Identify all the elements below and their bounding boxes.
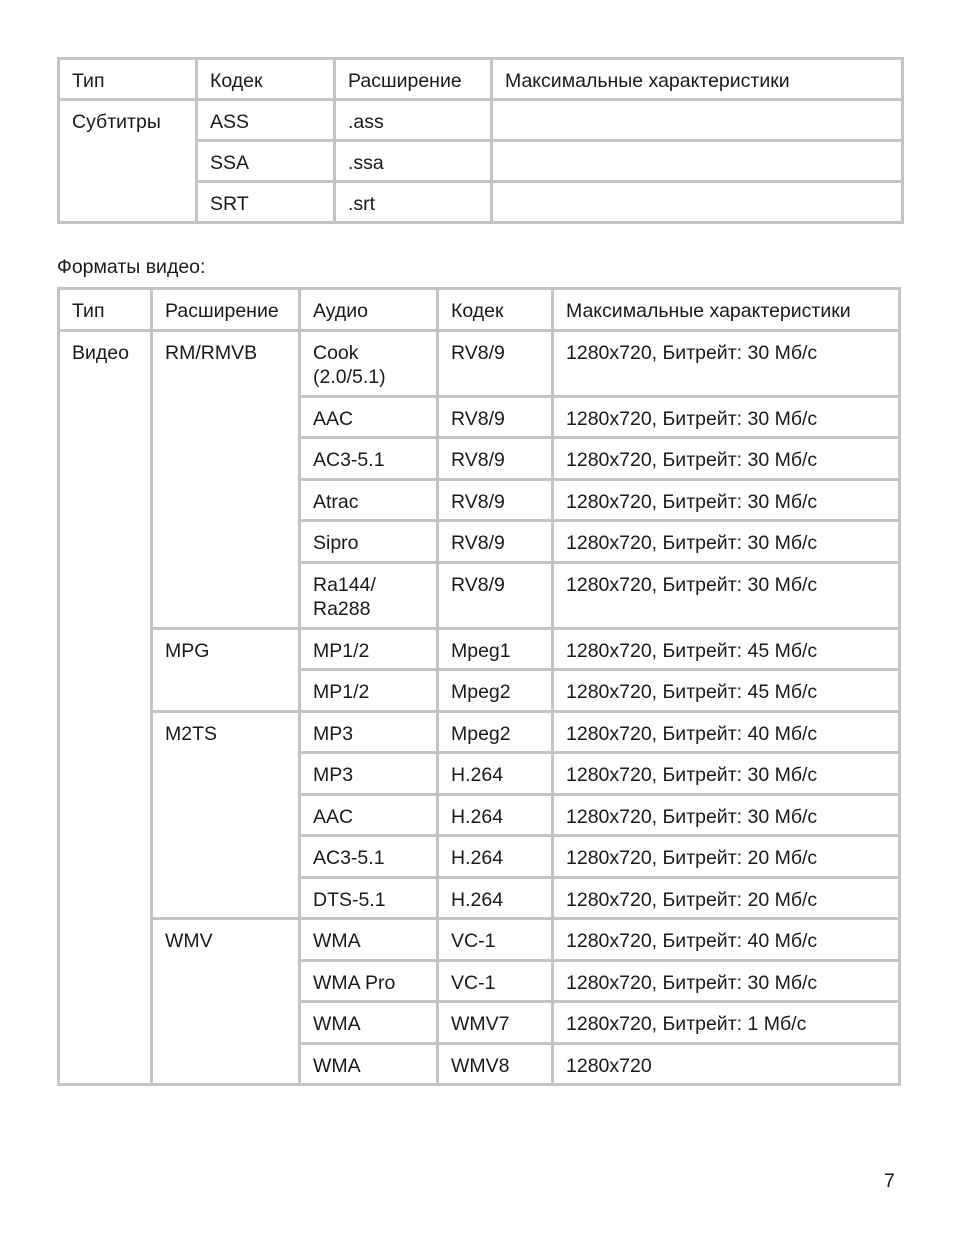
audio-cell: AAC: [300, 396, 438, 438]
codec-cell: Mpeg2: [438, 670, 553, 712]
header-cell: Аудио: [300, 289, 438, 331]
audio-cell: WMA Pro: [300, 960, 438, 1002]
video-formats-caption: Форматы видео:: [57, 256, 206, 278]
table-row: [59, 711, 900, 753]
spec-cell: 1280x720, Битрейт: 20 Мб/с: [553, 877, 900, 919]
spec-cell: 1280x720, Битрейт: 30 Мб/с: [553, 753, 900, 795]
spec-cell: [492, 100, 903, 141]
spec-cell: 1280x720, Битрейт: 30 Мб/с: [553, 794, 900, 836]
audio-cell: MP1/2: [300, 628, 438, 670]
header-cell: Расширение: [335, 59, 492, 100]
extension-cell: RM/RMVB: [152, 330, 300, 628]
spec-cell: 1280x720, Битрейт: 40 Мб/с: [553, 919, 900, 961]
spec-cell: 1280x720, Битрейт: 30 Мб/с: [553, 960, 900, 1002]
audio-cell: MP3: [300, 711, 438, 753]
spec-cell: 1280x720, Битрейт: 1 Мб/с: [553, 1002, 900, 1044]
codec-cell: H.264: [438, 753, 553, 795]
audio-cell: MP3: [300, 753, 438, 795]
spec-cell: [492, 141, 903, 182]
video-formats-table: [57, 287, 901, 1086]
spec-cell: 1280x720, Битрейт: 30 Мб/с: [553, 562, 900, 628]
extension-cell: MPG: [152, 628, 300, 711]
header-cell: Расширение: [152, 289, 300, 331]
spec-cell: 1280x720, Битрейт: 40 Мб/с: [553, 711, 900, 753]
header-cell: Максимальные характеристики: [492, 59, 903, 100]
audio-cell: AC3-5.1: [300, 836, 438, 878]
table-row: [59, 330, 900, 396]
audio-cell: WMA: [300, 1002, 438, 1044]
spec-cell: 1280x720, Битрейт: 45 Мб/с: [553, 628, 900, 670]
codec-cell: WMV8: [438, 1043, 553, 1085]
codec-cell: Mpeg1: [438, 628, 553, 670]
codec-cell: RV8/9: [438, 479, 553, 521]
audio-cell: WMA: [300, 1043, 438, 1085]
codec-cell: RV8/9: [438, 330, 553, 396]
codec-cell: VC-1: [438, 960, 553, 1002]
codec-cell: SRT: [197, 182, 335, 223]
codec-cell: RV8/9: [438, 396, 553, 438]
spec-cell: 1280x720, Битрейт: 30 Мб/с: [553, 438, 900, 480]
subtitles-table: [57, 57, 904, 224]
codec-cell: Mpeg2: [438, 711, 553, 753]
audio-cell: AAC: [300, 794, 438, 836]
audio-cell: WMA: [300, 919, 438, 961]
spec-cell: 1280x720, Битрейт: 30 Мб/с: [553, 479, 900, 521]
table-row: [59, 919, 900, 961]
codec-cell: RV8/9: [438, 438, 553, 480]
codec-cell: ASS: [197, 100, 335, 141]
table-row: [59, 100, 903, 141]
audio-cell: MP1/2: [300, 670, 438, 712]
spec-cell: 1280x720, Битрейт: 30 Мб/с: [553, 330, 900, 396]
table-row: [59, 628, 900, 670]
header-cell: Кодек: [197, 59, 335, 100]
type-cell: Видео: [59, 330, 152, 1085]
audio-cell: Cook (2.0/5.1): [300, 330, 438, 396]
spec-cell: 1280x720, Битрейт: 30 Мб/с: [553, 521, 900, 563]
header-cell: Тип: [59, 289, 152, 331]
type-cell: Субтитры: [59, 100, 197, 223]
audio-cell: AC3-5.1: [300, 438, 438, 480]
extension-cell: M2TS: [152, 711, 300, 919]
audio-cell: Ra144/ Ra288: [300, 562, 438, 628]
spec-cell: 1280x720, Битрейт: 45 Мб/с: [553, 670, 900, 712]
audio-cell: DTS-5.1: [300, 877, 438, 919]
codec-cell: RV8/9: [438, 521, 553, 563]
spec-cell: 1280x720, Битрейт: 30 Мб/с: [553, 396, 900, 438]
page-number: 7: [884, 1170, 895, 1192]
header-cell: Тип: [59, 59, 197, 100]
table-header-row: [59, 289, 900, 331]
codec-cell: WMV7: [438, 1002, 553, 1044]
extension-cell: .ssa: [335, 141, 492, 182]
extension-cell: .srt: [335, 182, 492, 223]
audio-cell: Atrac: [300, 479, 438, 521]
codec-cell: H.264: [438, 877, 553, 919]
codec-cell: SSA: [197, 141, 335, 182]
codec-cell: RV8/9: [438, 562, 553, 628]
header-cell: Максимальные характеристики: [553, 289, 900, 331]
spec-cell: [492, 182, 903, 223]
header-cell: Кодек: [438, 289, 553, 331]
table-header-row: [59, 59, 903, 100]
spec-cell: 1280x720: [553, 1043, 900, 1085]
extension-cell: .ass: [335, 100, 492, 141]
codec-cell: VC-1: [438, 919, 553, 961]
codec-cell: H.264: [438, 794, 553, 836]
spec-cell: 1280x720, Битрейт: 20 Мб/с: [553, 836, 900, 878]
audio-cell: Sipro: [300, 521, 438, 563]
codec-cell: H.264: [438, 836, 553, 878]
extension-cell: WMV: [152, 919, 300, 1085]
